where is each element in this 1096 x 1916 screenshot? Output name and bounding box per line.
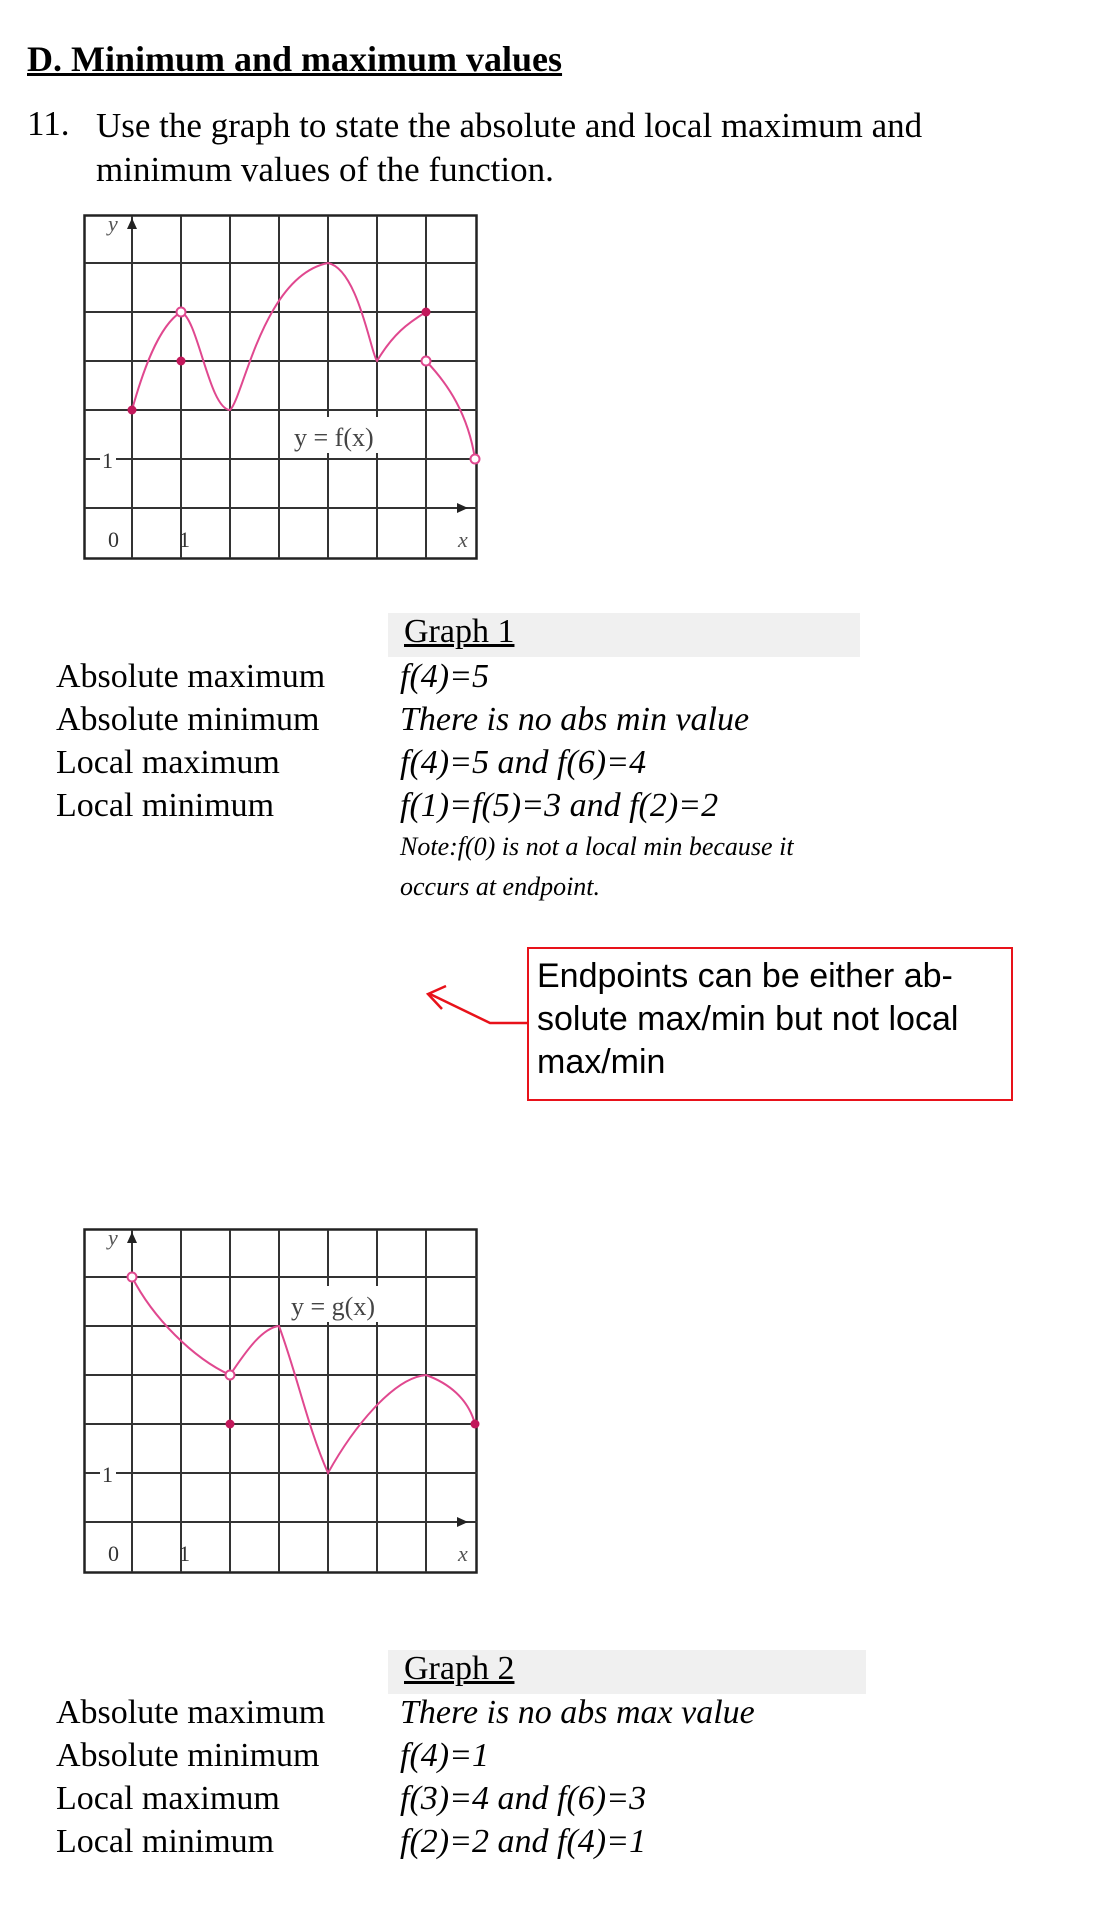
graph-2-point-filled — [471, 1420, 480, 1429]
callout-line-1: Endpoints can be either ab- — [537, 957, 953, 995]
graph-2-row-label: Local minimum — [56, 1823, 275, 1860]
section-title: D. Minimum and maximum values — [27, 39, 563, 79]
graph-2-row-label: Local maximum — [56, 1780, 280, 1817]
graph-2-row-value: There is no abs max value — [400, 1694, 755, 1731]
graph-1-point-open — [177, 308, 186, 317]
graph-2 — [83, 1228, 483, 1574]
graph-2-row-value: f(2)=2 and f(4)=1 — [400, 1823, 647, 1860]
graph-1-row-label: Absolute maximum — [56, 658, 326, 695]
graph-1-xtick-1: 1 — [179, 527, 190, 552]
graph-1 — [83, 214, 483, 560]
graph-1-origin: 0 — [108, 527, 119, 552]
graph-1-row-value: f(4)=5 — [400, 658, 490, 695]
graph-2-row-value: f(4)=1 — [400, 1737, 490, 1774]
graph-2-ytick-1: 1 — [102, 1462, 113, 1487]
graph-1-row-label: Local maximum — [56, 744, 280, 781]
graph-1-grid — [85, 216, 477, 558]
graph-2-row-label: Absolute minimum — [56, 1737, 320, 1774]
graph-1-func-label: y = f(x) — [294, 423, 374, 452]
graph-1-x-arrow — [457, 503, 468, 513]
question-text: Use the graph to state the absolute and local maximum and minimum values of the function. — [96, 106, 923, 189]
graph-2-func-label: y = g(x) — [291, 1292, 375, 1321]
graph-2-point-open — [128, 1273, 137, 1282]
callout-arrow-icon — [420, 980, 532, 1030]
graph-1-point-filled — [128, 406, 137, 415]
callout-line-3: max/min — [537, 1043, 666, 1081]
graph-2-row-value: f(3)=4 and f(6)=3 — [400, 1780, 647, 1817]
graph-1-row-value: f(1)=f(5)=3 and f(2)=2 — [400, 787, 719, 824]
graph-1-point-open — [422, 357, 431, 366]
graph-1-row-value: f(4)=5 and f(6)=4 — [400, 744, 647, 781]
graph-1-xlabel: x — [458, 527, 468, 552]
callout-line-2: solute max/min but not local — [537, 1000, 959, 1038]
graph-2-xlabel: x — [458, 1541, 468, 1566]
graph-2-point-open — [226, 1371, 235, 1380]
graph-1-point-filled — [422, 308, 431, 317]
graph-1-svg — [83, 214, 483, 560]
graph-2-svg — [83, 1228, 483, 1574]
graph-1-row-label: Local minimum — [56, 787, 275, 824]
graph-2-point-filled — [226, 1420, 235, 1429]
graph-1-title: Graph 1 — [404, 613, 515, 650]
graph-2-grid — [85, 1230, 477, 1572]
question-number: 11. — [27, 104, 70, 143]
endpoints-callout — [527, 947, 1013, 1101]
graph-2-origin: 0 — [108, 1541, 119, 1566]
graph-1-y-arrow — [127, 218, 137, 229]
graph-1-ylabel: y — [108, 214, 118, 236]
graph-2-xtick-1: 1 — [179, 1541, 190, 1566]
graph-2-y-arrow — [127, 1232, 137, 1243]
graph-1-note-line-1: Note:f(0) is not a local min because it — [400, 832, 794, 861]
graph-1-row-label: Absolute minimum — [56, 701, 320, 738]
graph-2-x-arrow — [457, 1517, 468, 1527]
graph-2-title: Graph 2 — [404, 1650, 515, 1687]
graph-2-row-label: Absolute maximum — [56, 1694, 326, 1731]
graph-1-ytick-1: 1 — [102, 448, 113, 473]
graph-1-point-filled — [177, 357, 186, 366]
graph-2-ylabel: y — [108, 1228, 118, 1250]
graph-1-point-open — [471, 455, 480, 464]
graph-1-note-line-2: occurs at endpoint. — [400, 872, 601, 901]
graph-1-row-value: There is no abs min value — [400, 701, 750, 738]
